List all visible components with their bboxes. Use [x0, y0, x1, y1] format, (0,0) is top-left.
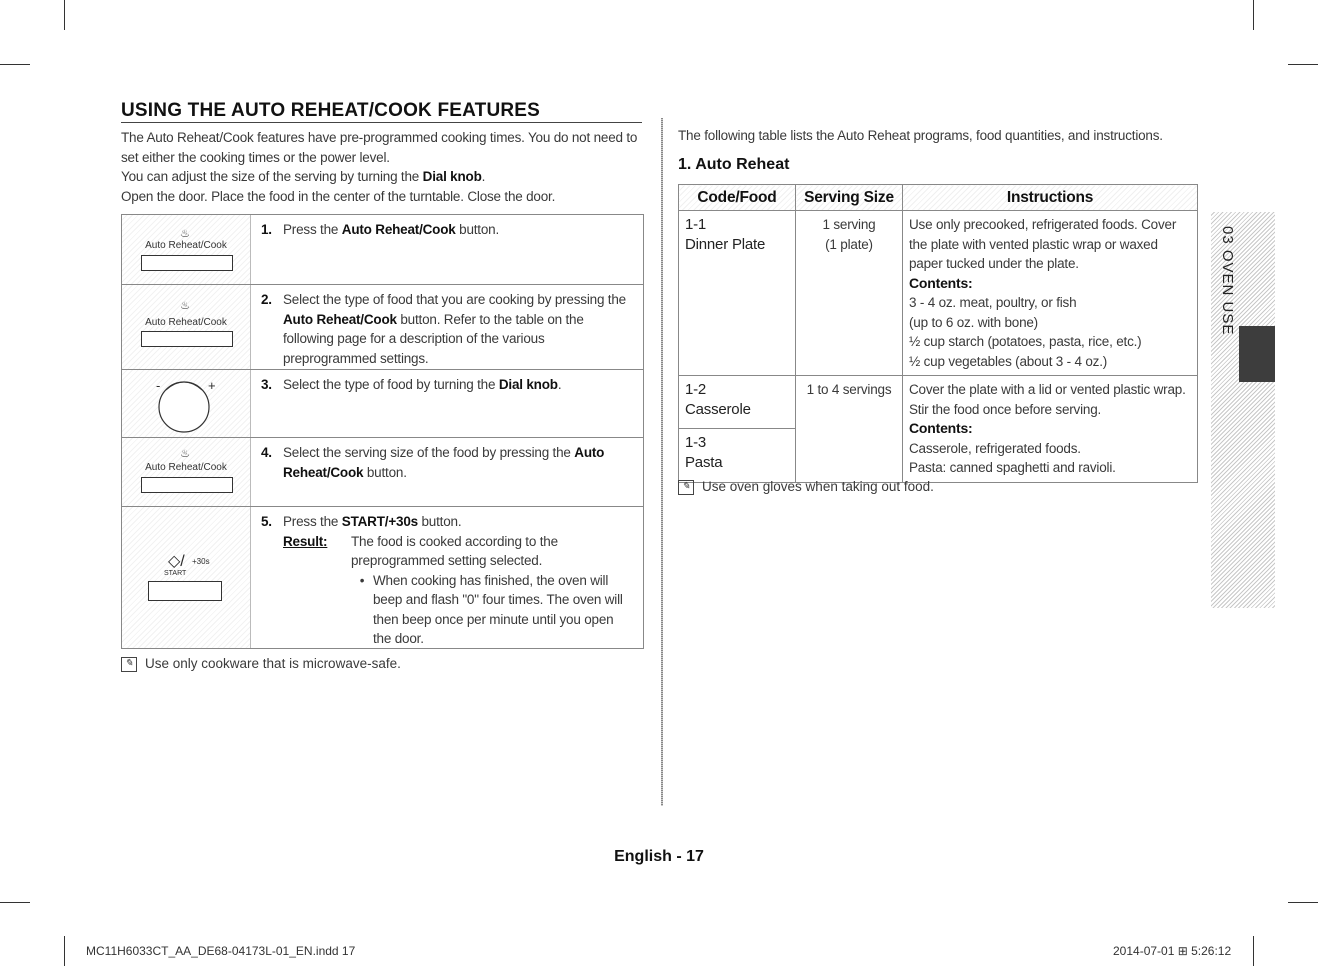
- step-bold: Auto Reheat/Cook: [341, 222, 456, 237]
- section-title: 1. Auto Reheat: [678, 156, 790, 173]
- intro-text-part: You can adjust the size of the serving by turning the: [121, 169, 423, 184]
- step-number: 5.: [261, 514, 272, 529]
- serving-size-detail: (1 plate): [825, 236, 873, 252]
- step-row: [122, 284, 643, 369]
- contents-item: ½ cup starch (potatoes, pasta, rice, etc.): [909, 334, 1142, 349]
- code-food-cell: [679, 429, 796, 482]
- table-row: [679, 376, 1198, 429]
- panel-button: [141, 331, 233, 347]
- minus-label: -: [156, 378, 161, 393]
- step-row: [122, 215, 643, 284]
- step-body: [283, 290, 633, 368]
- result-label: Result:: [283, 533, 328, 549]
- dial-knob-image: [122, 370, 251, 437]
- step-text: [251, 215, 643, 284]
- instructions-text: Cover the plate with a lid or vented plastic wrap. Stir the food once before serving.: [909, 382, 1186, 417]
- code-food-cell: [679, 376, 796, 429]
- note-icon: ✎: [678, 480, 694, 495]
- note-text: Use oven gloves when taking out food.: [702, 479, 934, 494]
- step-body: [283, 375, 633, 395]
- column-divider: [661, 118, 663, 806]
- step-number: 2.: [261, 292, 272, 307]
- right-intro: The following table lists the Auto Reheat programs, food quantities, and instructions.: [678, 128, 1163, 143]
- table-header-row: [679, 185, 1198, 211]
- result-bullet: [351, 571, 633, 649]
- auto-reheat-panel-image: [122, 285, 251, 369]
- instructions-cell: [903, 211, 1198, 376]
- crop-mark: [1253, 936, 1254, 966]
- start-button: [148, 581, 222, 601]
- steam-icon: ♨: [180, 300, 190, 312]
- contents-label: Contents:: [909, 420, 973, 436]
- panel-label: Auto Reheat/Cook: [145, 317, 227, 328]
- contents-label: Contents:: [909, 274, 973, 291]
- left-note: [121, 656, 401, 672]
- step-bold: Dial knob: [498, 377, 558, 392]
- step-number: 1.: [261, 222, 272, 237]
- table-row: [679, 211, 1198, 376]
- step-text: [251, 370, 643, 437]
- step-row: [122, 369, 643, 437]
- step-text-part: button.: [363, 464, 407, 480]
- serving-size-cell: [796, 211, 903, 376]
- column-header: Serving Size: [796, 185, 903, 211]
- contents-item: (up to 6 oz. with bone): [909, 314, 1038, 330]
- note-icon: ✎: [121, 657, 137, 672]
- contents-item: ½ cup vegetables (about 3 - 4 oz.): [909, 353, 1108, 369]
- step-body: [283, 220, 633, 240]
- steps-table: [121, 214, 644, 649]
- file-slug: MC11H6033CT_AA_DE68-04173L-01_EN.indd 17: [86, 944, 356, 958]
- auto-reheat-panel-image: [122, 215, 251, 284]
- step-bold: Auto Reheat/Cook: [283, 445, 605, 480]
- panel-label: Auto Reheat/Cook: [145, 462, 227, 473]
- crop-mark: [64, 0, 65, 30]
- intro-bold: Dial knob: [422, 169, 482, 184]
- note-text: Use only cookware that is microwave-safe.: [145, 656, 401, 671]
- intro-text-part: .: [481, 169, 486, 184]
- step-body: [283, 443, 633, 482]
- crop-mark: [0, 902, 30, 903]
- contents-item: 3 - 4 oz. meat, poultry, or fish: [909, 295, 1077, 310]
- step-text-part: button.: [417, 514, 462, 529]
- start-icon: ◇/: [168, 553, 185, 570]
- contents-item: Casserole, refrigerated foods.: [909, 440, 1081, 456]
- auto-reheat-table: [678, 184, 1198, 483]
- column-header: Instructions: [903, 185, 1198, 211]
- step-row: [122, 437, 643, 506]
- start-label: START: [164, 570, 187, 577]
- result-block: [283, 532, 633, 649]
- intro-paragraph: Open the door. Place the food in the center of the turntable. Close the door.: [121, 188, 556, 204]
- page-title: USING THE AUTO REHEAT/COOK FEATURES: [121, 100, 541, 121]
- food-name: Casserole: [685, 400, 751, 418]
- crop-mark: [1253, 0, 1254, 30]
- start-panel-image: [122, 507, 251, 648]
- step-text-part: Select the type of food that you are cooking by pressing the: [283, 292, 626, 307]
- serving-size: 1 serving: [822, 217, 876, 232]
- step-bold: Auto Reheat/Cook: [283, 311, 397, 327]
- program-code: 1-1: [685, 216, 707, 233]
- crop-mark: [0, 64, 30, 65]
- instructions-text: Use only precooked, refrigerated foods. Cover the plate with vented plastic wrap or waxed paper tucked under the plate.: [909, 217, 1177, 271]
- step-text-part: .: [557, 377, 562, 392]
- bullet-text: When cooking has finished, the oven will beep and flash "0" four times. The oven will then beep once per minute until you open the door.: [373, 572, 623, 646]
- step-text-part: Select the type of food by turning the: [283, 377, 499, 392]
- serving-size: 1 to 4 servings: [806, 382, 892, 397]
- column-header: Code/Food: [679, 185, 796, 211]
- chapter-tab-label: 03 OVEN USE: [1219, 226, 1236, 336]
- result-body: [351, 532, 633, 649]
- food-name: Pasta: [685, 453, 723, 471]
- serving-size-cell: [796, 376, 903, 483]
- panel-button: [141, 255, 233, 271]
- step-text: [251, 438, 643, 506]
- instructions-cell: [903, 376, 1198, 483]
- step-text: [251, 507, 643, 648]
- start-plus-label: +30s: [192, 557, 210, 566]
- crop-mark: [1288, 64, 1318, 65]
- step-body: [283, 512, 633, 532]
- title-rule: [121, 122, 642, 123]
- step-text-part: button. Refer to the table on the following page for a description of the various preprogrammed settings.: [283, 311, 584, 366]
- dial-knob-icon: [122, 370, 250, 437]
- intro-paragraph: The Auto Reheat/Cook features have pre-programmed cooking times. You do not need to set either the cooking times or the power level.: [121, 130, 638, 165]
- result-text: The food is cooked according to the preprogrammed setting selected.: [351, 533, 558, 568]
- panel-label: Auto Reheat/Cook: [145, 240, 227, 251]
- contents-item: Pasta: canned spaghetti and ravioli.: [909, 460, 1116, 475]
- steam-icon: ♨: [180, 228, 190, 240]
- program-code: 1-2: [685, 381, 707, 398]
- bullet-icon: •: [359, 572, 365, 588]
- step-text-part: Press the: [283, 514, 342, 529]
- plus-label: +: [208, 378, 216, 393]
- auto-reheat-panel-image: [122, 438, 251, 506]
- right-note: [678, 479, 934, 495]
- chapter-tab-marker: [1239, 326, 1275, 382]
- crop-mark: [64, 936, 65, 966]
- steam-icon: ♨: [180, 448, 190, 460]
- intro-paragraph: [121, 167, 641, 187]
- step-number: 4.: [261, 445, 272, 460]
- step-text-part: button.: [455, 222, 500, 237]
- step-number: 3.: [261, 377, 272, 392]
- code-food-cell: [679, 211, 796, 376]
- program-code: 1-3: [685, 434, 707, 452]
- food-name: Dinner Plate: [685, 235, 766, 253]
- step-text: [251, 285, 643, 369]
- step-row: [122, 506, 643, 648]
- page-number: English - 17: [614, 848, 704, 865]
- panel-button: [141, 477, 233, 493]
- intro-text: [121, 128, 641, 206]
- crop-mark: [1288, 902, 1318, 903]
- step-bold: START/+30s: [341, 514, 418, 529]
- step-text-part: Press the: [283, 222, 342, 237]
- step-text-part: Select the serving size of the food by pressing the: [283, 445, 575, 460]
- date-slug: 2014-07-01 ⊞ 5:26:12: [1113, 944, 1232, 958]
